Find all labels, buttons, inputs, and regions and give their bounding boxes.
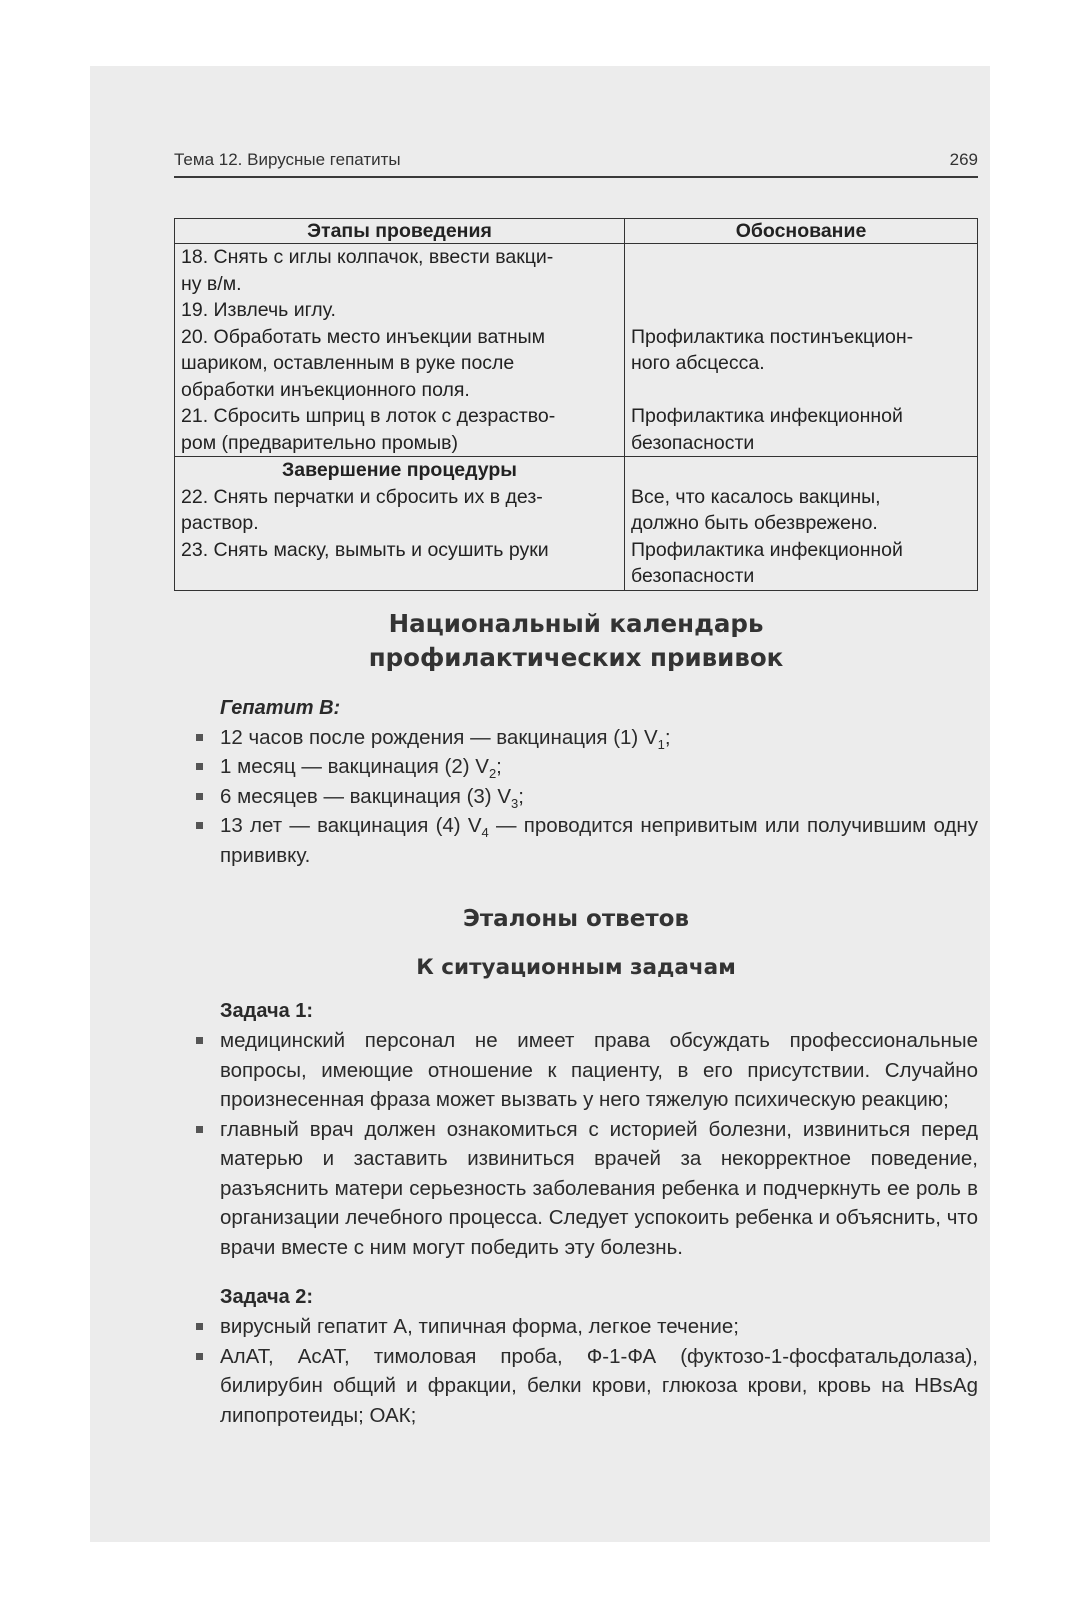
- section-heading-calendar: [174, 607, 978, 675]
- rationale-line: Профилактика инфекционной: [631, 405, 903, 427]
- list-item: главный врач должен ознакомиться с историей болезни, извиниться перед матерью и заставить извиниться врачей за некорректное поведение, разъяснить матери серьезность заболевания ребенка и подчеркнуть ее роль в организации лечебного процесса. Следует успокоить ребенка и объяснить, что врачи вместе с ним могут победить эту болезнь.: [220, 1115, 978, 1263]
- step-line: 18. Снять с иглы колпачок, ввести вакци-: [181, 246, 554, 268]
- section-title: Завершение процедуры: [282, 459, 517, 481]
- table-header-row: [175, 219, 978, 244]
- step-line: 21. Сбросить шприц в лоток с дезраство-: [181, 405, 556, 427]
- task-label: Задача 2:: [220, 1286, 314, 1308]
- step-line: 22. Снять перчатки и сбросить их в дез-: [181, 485, 543, 508]
- rationale-cell: [625, 244, 978, 457]
- heading-line: Национальный календарь: [388, 608, 764, 638]
- rationale-line: Все, что касалось вакцины,: [631, 485, 881, 508]
- task-answer-list: [174, 1026, 978, 1262]
- list-item: медицинский персонал не имеет права обсуждать профессиональные вопросы, имеющие отношение к пациенту, в его присутствии. Случайно произнесенная фраза может вызвать у него тяжелую психическую реакцию;: [220, 1026, 978, 1115]
- heading-line: профилактических прививок: [368, 642, 784, 672]
- rationale-line: безопасности: [631, 431, 755, 454]
- rationale-cell: [625, 457, 978, 591]
- step-line: ром (предварительно промыв): [181, 431, 458, 454]
- book-page: [174, 140, 978, 1430]
- running-header: [174, 140, 978, 178]
- subsection-title: Гепатит В:: [220, 696, 341, 719]
- chapter-title: Тема 12. Вирусные гепатиты: [174, 150, 401, 169]
- steps-cell: [175, 457, 625, 591]
- rationale-line: безопасности: [631, 565, 755, 587]
- list-item: вирусный гепатит А, типичная форма, легкое течение;: [220, 1312, 978, 1342]
- rationale-line: должно быть обезврежено.: [631, 512, 878, 534]
- list-item: АлАТ, АсАТ, тимоловая проба, Ф-1-ФА (фуктозо-1-фосфатальдолаза), билирубин общий и фракции, белки крови, глюкоза крови, кровь на HBsAg липопротеиды; ОАК;: [220, 1342, 978, 1431]
- subsection-heading: К ситуационным задачам: [416, 955, 736, 980]
- list-item: 12 часов после рождения — вакцинация (1) $V_1$;: [220, 723, 978, 753]
- page-number: 269: [949, 150, 978, 169]
- steps-cell: [175, 244, 625, 457]
- rationale-line: Профилактика постинъекцион-: [631, 325, 914, 348]
- column-header-steps: Этапы проведения: [175, 219, 625, 244]
- step-line: 23. Снять маску, вымыть и осушить руки: [181, 538, 549, 561]
- step-line: шариком, оставленным в руке после: [181, 352, 515, 374]
- column-header-rationale: Обоснование: [625, 219, 978, 244]
- task-label: Задача 1:: [220, 1000, 314, 1022]
- task-answer-list: [174, 1312, 978, 1430]
- procedure-table: [174, 218, 978, 591]
- section-heading-answers: Эталоны ответов: [462, 906, 690, 932]
- rationale-line: Профилактика инфекционной: [631, 538, 903, 561]
- vaccination-list: [174, 723, 978, 871]
- step-line: ну в/м.: [181, 272, 242, 295]
- list-item: 1 месяц — вакцинация (2) $V_2$;: [220, 752, 978, 782]
- step-line: обработки инъекционного поля.: [181, 378, 470, 401]
- list-item: 6 месяцев — вакцинация (3) $V_3$;: [220, 782, 978, 812]
- step-line: 20. Обработать место инъекции ватным: [181, 325, 546, 348]
- list-item: 13 лет — вакцинация (4) $V_4$ — проводится непривитым или получившим одну прививку.: [220, 811, 978, 870]
- rationale-line: ного абсцесса.: [631, 352, 765, 374]
- table-row: [175, 244, 978, 457]
- step-line: 19. Извлечь иглу.: [181, 299, 336, 321]
- step-line: раствор.: [181, 512, 259, 534]
- table-row: [175, 457, 978, 591]
